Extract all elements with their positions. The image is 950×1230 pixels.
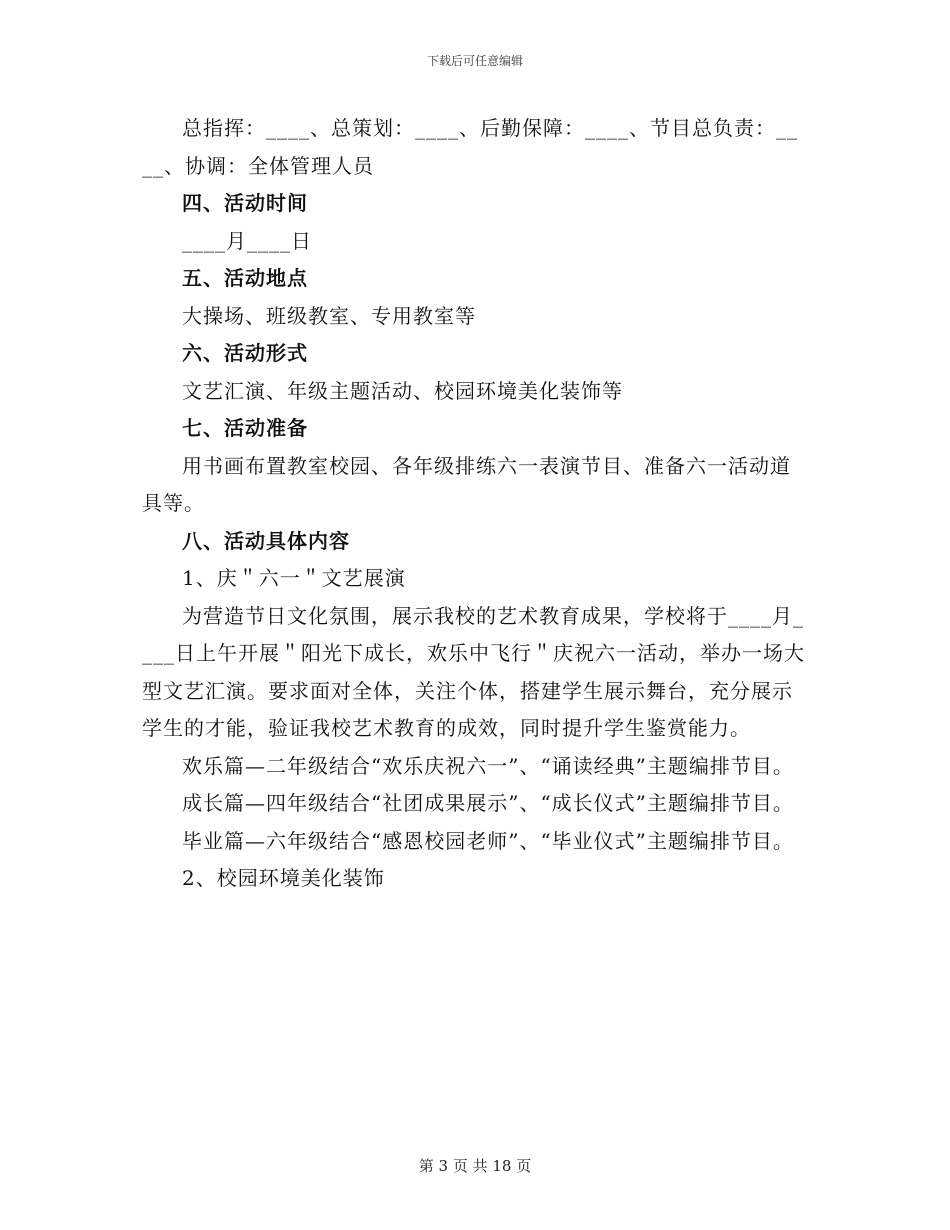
- subsection-heading-campus-decoration: 2、校园环境美化装饰: [182, 866, 385, 890]
- section-heading-activity-format: 六、活动形式: [182, 341, 308, 365]
- document-body: [142, 110, 806, 898]
- section-heading-activity-location: 五、活动地点: [182, 266, 308, 290]
- graduation-chapter-paragraph: 毕业篇—六年级结合“感恩校园老师”、“毕业仪式”主题编排节目。: [182, 828, 794, 853]
- activity-time-paragraph: ____月____日: [182, 228, 312, 253]
- section-heading-activity-time: 四、活动时间: [182, 191, 308, 215]
- page-footer: 第 3 页 共 18 页: [418, 1157, 532, 1175]
- page-header: 下载后可任意编辑: [426, 54, 523, 68]
- activity-location-paragraph: 大操场、班级教室、专用教室等: [182, 303, 476, 328]
- joy-chapter-paragraph: 欢乐篇—二年级结合“欢乐庆祝六一”、“诵读经典”主题编排节目。: [182, 753, 794, 778]
- section-heading-activity-preparation: 七、活动准备: [182, 416, 308, 440]
- performance-description-paragraph: 为营造节日文化氛围，展示我校的艺术教育成果，学校将于____月____日上午开展＂阳光下成长，欢乐中飞行＂庆祝六一活动，举办一场大型文艺汇演。要求面对全体，关注个体，搭建学生展示舞台，充分展示学生的才能，验证我校艺术教育的成效，同时提升学生鉴赏能力。: [142, 603, 805, 740]
- activity-format-paragraph: 文艺汇演、年级主题活动、校园环境美化装饰等: [182, 378, 623, 403]
- subsection-heading-performance: 1、庆＂六一＂文艺展演: [182, 566, 406, 590]
- staff-roles-paragraph: 总指挥：____、总策划：____、后勤保障：____、节目总负责：____、协调：全体管理人员: [142, 116, 798, 178]
- section-heading-activity-content: 八、活动具体内容: [182, 528, 350, 553]
- growth-chapter-paragraph: 成长篇—四年级结合“社团成果展示”、“成长仪式”主题编排节目。: [182, 791, 794, 815]
- activity-preparation-paragraph: 用书画布置教室校园、各年级排练六一表演节目、准备六一活动道具等。: [142, 453, 791, 515]
